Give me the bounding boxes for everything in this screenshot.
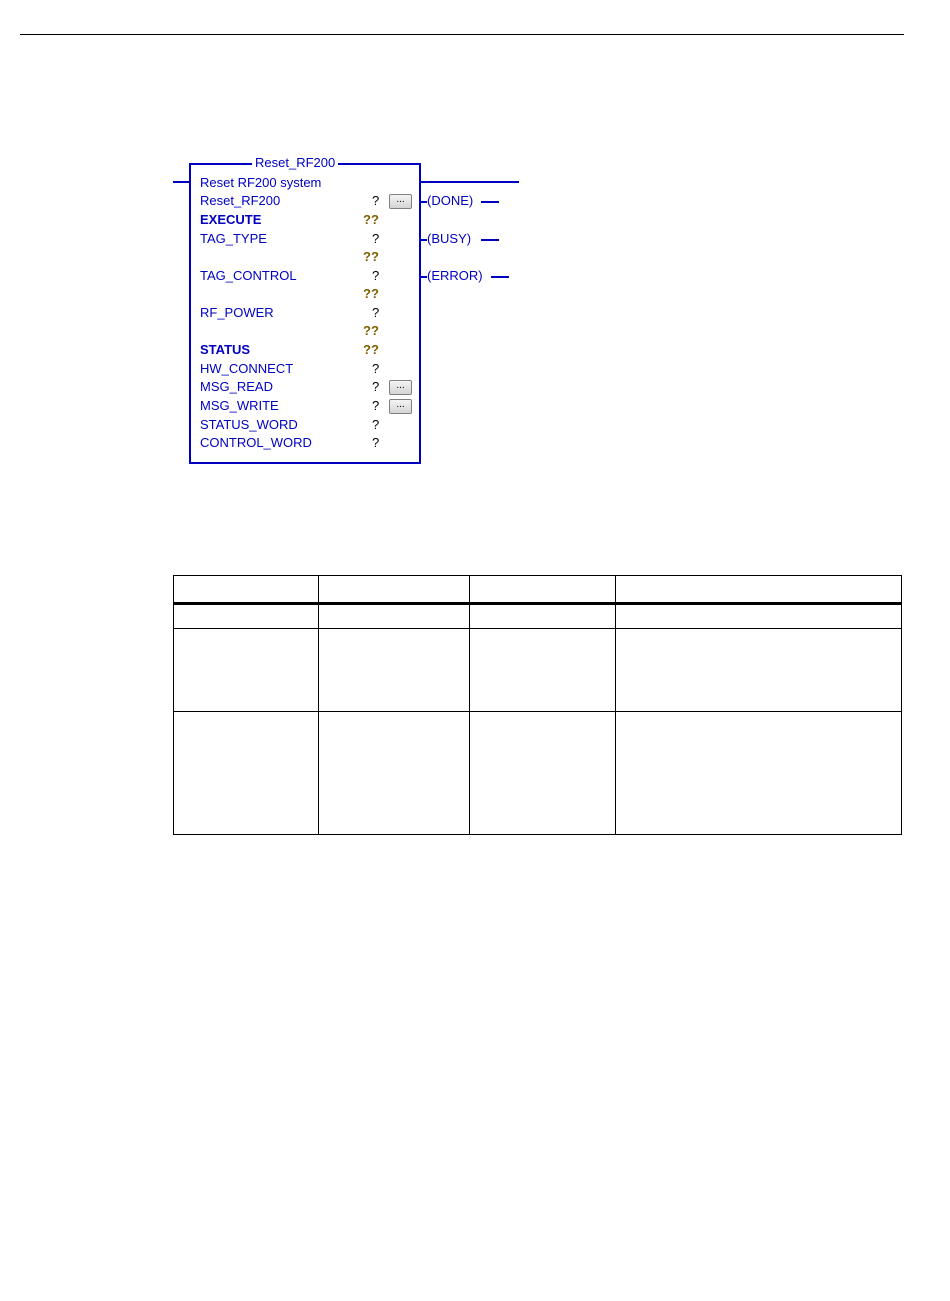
param-value: ? [372,231,380,246]
param-label: TAG_TYPE [200,231,267,246]
reset-rf200-browse-button[interactable]: ... [389,194,412,209]
block-title: Reset_RF200 [252,154,338,172]
coil-wire [491,276,509,278]
coil-done-label: (DONE) [427,193,474,208]
param-label: Reset_RF200 [200,193,281,208]
coil-wire [419,239,427,241]
param-value: ?? [363,249,379,264]
param-value: ? [372,435,380,450]
msg-write-browse-button[interactable]: ... [389,399,412,414]
input-rail [173,181,190,183]
param-value: ? [372,398,380,413]
coil-wire [481,239,499,241]
header-rule [20,34,904,35]
parameter-table [173,575,902,835]
param-label: TAG_CONTROL [200,268,297,283]
param-label: STATUS [200,342,251,357]
block-description-text: Reset RF200 system [200,175,322,190]
param-value: ? [372,361,380,376]
param-value: ?? [363,323,379,338]
table-header-separator [173,602,902,605]
table-col-divider [173,575,174,835]
param-value: ? [372,193,380,208]
output-rail [419,181,519,183]
coil-wire [481,201,499,203]
param-label: MSG_WRITE [200,398,279,413]
coil-wire [419,276,427,278]
param-label: CONTROL_WORD [200,435,312,450]
table-row-divider [173,628,902,629]
msg-read-browse-button[interactable]: ... [389,380,412,395]
param-label: RF_POWER [200,305,274,320]
table-col-divider [901,575,902,835]
param-label: STATUS_WORD [200,417,298,432]
table-col-divider [469,575,470,835]
table-row-divider [173,711,902,712]
coil-wire [419,201,427,203]
table-col-divider [318,575,319,835]
param-value: ? [372,379,380,394]
table-col-divider [615,575,616,835]
param-value: ? [372,417,380,432]
param-value: ?? [363,212,379,227]
param-value: ? [372,305,380,320]
param-label: EXECUTE [200,212,262,227]
param-label: HW_CONNECT [200,361,294,376]
param-value: ?? [363,286,379,301]
param-label: MSG_READ [200,379,273,394]
param-value: ?? [363,342,379,357]
coil-busy-label: (BUSY) [427,231,472,246]
table-bottom-border [173,834,902,835]
param-value: ? [372,268,380,283]
table-top-border [173,575,902,576]
coil-error-label: (ERROR) [427,268,483,283]
